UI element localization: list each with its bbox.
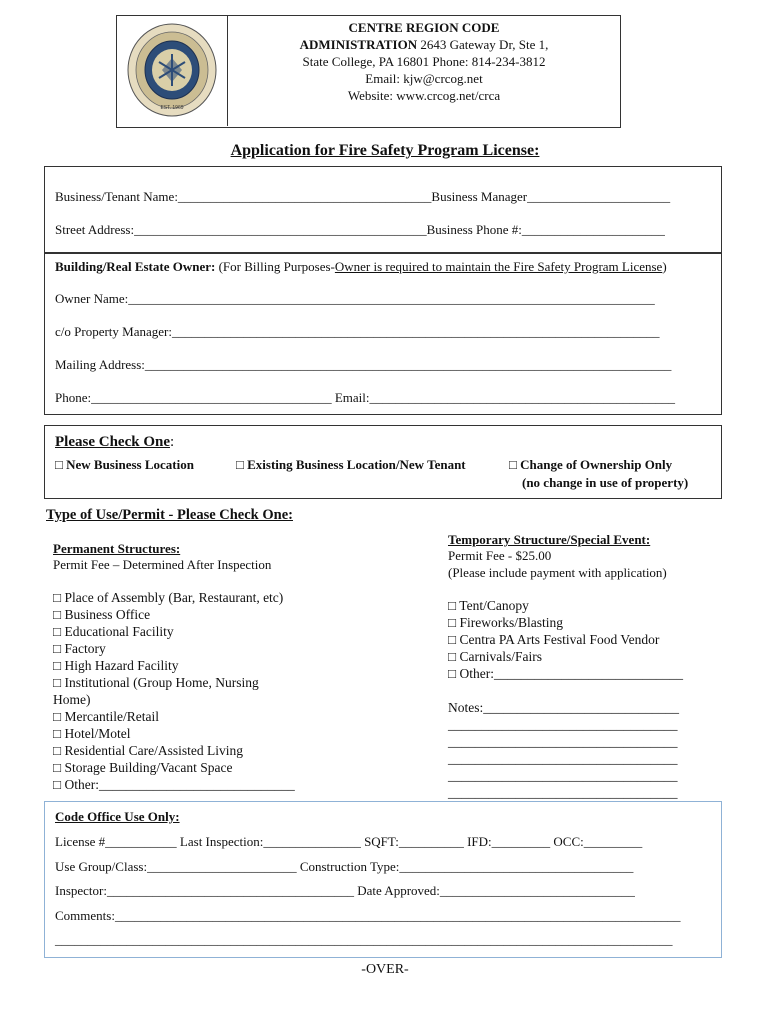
temporary-fee: Permit Fee - $25.00 [448, 548, 552, 563]
check-one-heading-label: Please Check One [55, 434, 170, 450]
form-title: Application for Fire Safety Program License: [230, 142, 540, 159]
temporary-list [448, 597, 683, 682]
permanent-option[interactable]: □ Hotel/Motel [53, 726, 131, 741]
owner-note-prefix: (For Billing Purposes- [215, 259, 335, 274]
owner-note-suffix: ) [662, 259, 667, 274]
business-name-field[interactable]: Business/Tenant Name:_______________________________________Business Manager______________________ [55, 189, 671, 204]
type-of-use-heading: Type of Use/Permit - Please Check One: [46, 507, 293, 523]
owner-note-underlined: Owner is required to maintain the Fire Safety Program License [334, 259, 663, 274]
crca-seal-logo [126, 21, 218, 119]
comments-row[interactable]: Comments:_______________________________________________________________________________________ [55, 908, 681, 923]
street-address-field[interactable]: Street Address:_____________________________________________Business Phone #:______________________ [55, 222, 665, 237]
change-ownership-note: (no change in use of property) [522, 475, 689, 490]
agency-info [230, 19, 618, 104]
notes-line[interactable]: __________________________________ [448, 785, 678, 800]
permanent-option[interactable]: □ Storage Building/Vacant Space [53, 760, 233, 775]
permanent-option[interactable]: □ Business Office [53, 607, 151, 622]
notes-line[interactable]: __________________________________ [448, 717, 678, 732]
permanent-option[interactable]: Home) [53, 692, 91, 707]
check-one-box [44, 425, 722, 499]
temporary-fee-note: (Please include payment with application) [448, 565, 667, 580]
mailing-address-field[interactable]: Mailing Address:_________________________________________________________________________________ [55, 357, 672, 372]
notes-area [448, 699, 679, 801]
owner-heading [55, 259, 667, 275]
org-name: CENTRE REGION CODE [348, 20, 500, 35]
permanent-option[interactable]: □ Mercantile/Retail [53, 709, 159, 724]
temporary-option[interactable]: □ Fireworks/Blasting [448, 615, 564, 630]
owner-info-box [44, 252, 722, 415]
agency-website: Website: www.crcog.net/crca [347, 88, 501, 103]
org-admin: ADMINISTRATION [299, 37, 418, 52]
permanent-option[interactable]: □ Educational Facility [53, 624, 174, 639]
office-heading: Code Office Use Only: [55, 809, 180, 824]
inspector-row[interactable]: Inspector:______________________________________ Date Approved:______________________________ [55, 883, 635, 898]
business-info-box [44, 166, 722, 254]
permanent-option[interactable]: □ Factory [53, 641, 106, 656]
address-line-1: 2643 Gateway Dr, Ste 1, [417, 37, 549, 52]
notes-line[interactable]: __________________________________ [448, 751, 678, 766]
notes-line[interactable]: Notes:_____________________________ [448, 700, 679, 715]
notes-line[interactable]: __________________________________ [448, 734, 678, 749]
logo-cell [116, 15, 228, 126]
permanent-option[interactable]: □ Other:_____________________________ [53, 777, 295, 792]
temporary-option[interactable]: □ Tent/Canopy [448, 598, 529, 613]
use-group-row[interactable]: Use Group/Class:_______________________ Construction Type:____________________________________ [55, 859, 634, 874]
check-one-colon: : [169, 434, 175, 450]
check-one-heading [55, 434, 174, 451]
license-row[interactable]: License #___________ Last Inspection:_______________ SQFT:__________ IFD:_________ OCC:_________ [55, 834, 643, 849]
notes-line[interactable]: __________________________________ [448, 768, 678, 783]
permanent-option[interactable]: □ Residential Care/Assisted Living [53, 743, 244, 758]
address-line-2: State College, PA 16801 Phone: 814-234-3812 [302, 54, 546, 69]
permanent-heading: Permanent Structures: [53, 541, 181, 556]
permanent-option[interactable]: □ Place of Assembly (Bar, Restaurant, etc) [53, 590, 284, 605]
permanent-list [53, 589, 295, 793]
property-manager-field[interactable]: c/o Property Manager:___________________________________________________________________________ [55, 324, 660, 339]
temporary-option[interactable]: □ Carnivals/Fairs [448, 649, 543, 664]
code-office-box [44, 801, 722, 958]
permanent-option[interactable]: □ High Hazard Facility [53, 658, 179, 673]
change-ownership-checkbox[interactable]: □ Change of Ownership Only [509, 457, 673, 472]
existing-location-checkbox[interactable]: □ Existing Business Location/New Tenant [236, 457, 466, 472]
temporary-option[interactable]: □ Other:____________________________ [448, 666, 684, 681]
agency-email: Email: kjw@crcog.net [365, 71, 483, 86]
permanent-option[interactable]: □ Institutional (Group Home, Nursing [53, 675, 259, 690]
temporary-heading: Temporary Structure/Special Event: [448, 532, 651, 547]
over-footer: -OVER- [361, 962, 409, 977]
seal-est-text: EST. 1969 [160, 105, 184, 111]
temporary-option[interactable]: □ Centra PA Arts Festival Food Vendor [448, 632, 660, 647]
owner-name-field[interactable]: Owner Name:_________________________________________________________________________________ [55, 291, 655, 306]
new-business-checkbox[interactable]: □ New Business Location [55, 457, 194, 472]
phone-email-field[interactable]: Phone:_____________________________________ Email:_______________________________________________ [55, 390, 676, 405]
owner-heading-label: Building/Real Estate Owner: [55, 259, 216, 274]
comments-continuation-row[interactable]: _______________________________________________________________________________________________ [55, 932, 673, 947]
permanent-fee: Permit Fee – Determined After Inspection [53, 557, 272, 572]
